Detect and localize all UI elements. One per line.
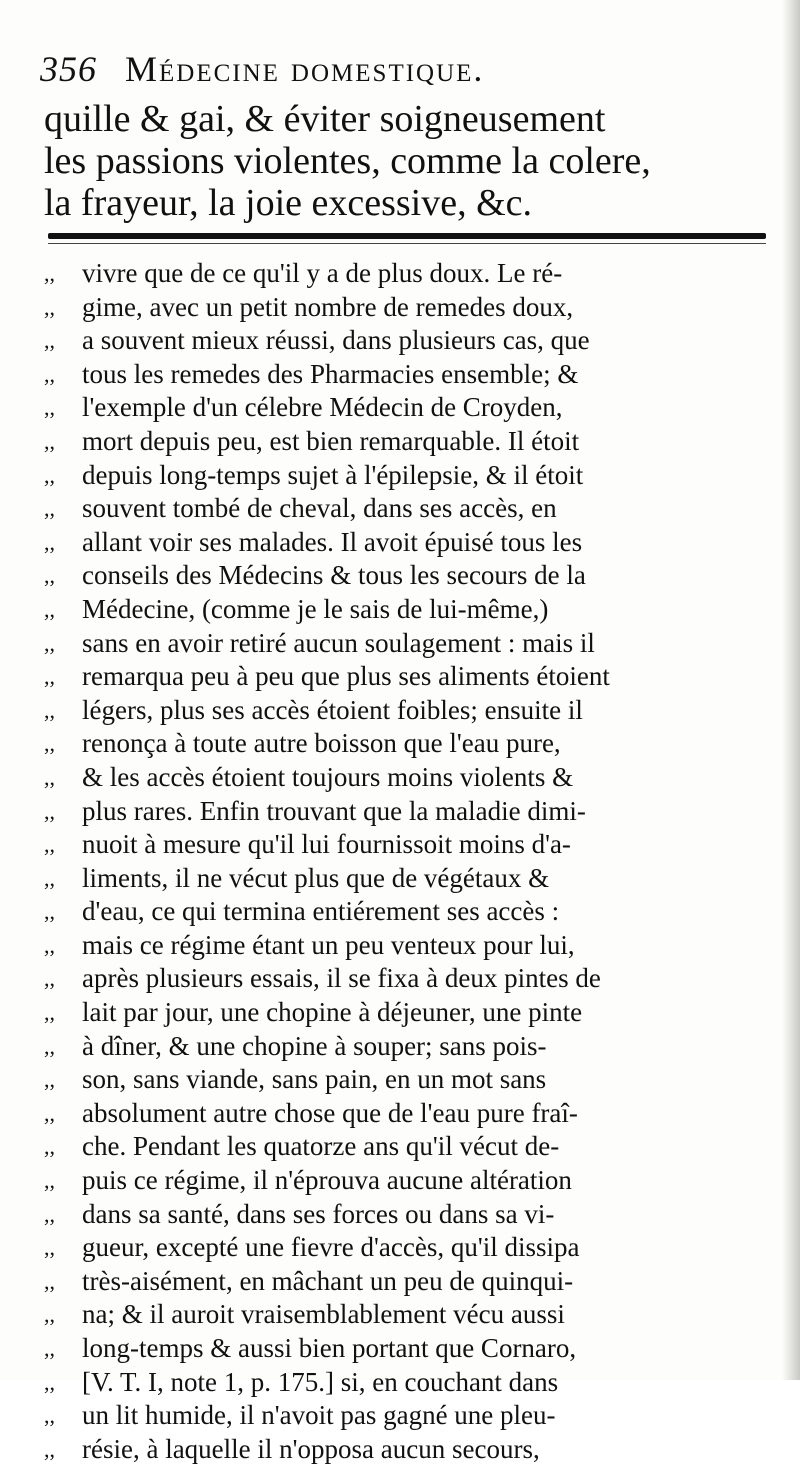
quote-mark: ,, (44, 832, 55, 858)
footnote-divider-rule (48, 233, 766, 239)
line-text: mort depuis peu, est bien remarquable. Il étoit (82, 425, 580, 456)
line-text: lait par jour, une chopine à déjeuner, une pinte (82, 997, 583, 1028)
quoted-text-line (44, 1063, 784, 1097)
quote-mark: ,, (44, 428, 55, 454)
quote-mark: ,, (44, 630, 55, 656)
line-text: mais ce régime étant un peu venteux pour lui, (82, 929, 575, 960)
line-text: vivre que de ce qu'il y a de plus doux. Le ré- (82, 258, 563, 288)
quoted-text-line (44, 895, 784, 929)
quote-mark: ,, (44, 1134, 55, 1160)
quote-mark: ,, (44, 1201, 55, 1227)
quote-mark: ,, (44, 899, 55, 925)
quoted-text-line (44, 1231, 784, 1265)
page-edge-shadow (782, 0, 800, 1380)
quoted-text-line (44, 593, 784, 627)
quote-mark: ,, (44, 361, 55, 387)
quoted-text-line (44, 795, 784, 829)
line-text: depuis long-temps sujet à l'épilepsie, & il étoit (82, 459, 584, 490)
quote-mark: ,, (44, 529, 55, 555)
quoted-text-line (44, 391, 784, 425)
quote-mark: ,, (44, 596, 55, 622)
quote-mark: ,, (44, 764, 55, 790)
quote-mark: ,, (44, 1302, 55, 1328)
line-text: dans sa santé, dans ses forces ou dans sa vi- (82, 1198, 555, 1229)
line-text: na; & il auroit vraisemblablement vécu aussi (82, 1299, 565, 1330)
running-title: Médecine domestique. (125, 49, 485, 89)
text-line: la frayeur, la joie excessive, &c. (44, 182, 533, 224)
quoted-text-line (44, 727, 784, 761)
quoted-text-line (44, 694, 784, 728)
quote-mark: ,, (44, 865, 55, 891)
quote-mark: ,, (44, 261, 55, 286)
quote-mark: ,, (44, 1168, 55, 1194)
quoted-text-line (44, 660, 784, 694)
quoted-footnote-text (44, 257, 784, 1466)
quote-mark: ,, (44, 798, 55, 824)
quoted-text-line (44, 962, 784, 996)
quote-mark: ,, (44, 294, 55, 320)
line-text: che. Pendant les quatorze ans qu'il vécut de- (82, 1131, 560, 1162)
quote-mark: ,, (44, 1100, 55, 1126)
quoted-text-line (44, 526, 784, 560)
line-text: plus rares. Enfin trouvant que la maladie dimi- (82, 795, 586, 826)
continued-paragraph (44, 98, 784, 224)
line-text: très-aisément, en mâchant un peu de quinqui- (82, 1265, 574, 1296)
line-text: conseils des Médecins & tous les secours de la (82, 560, 586, 591)
quote-mark: ,, (44, 664, 55, 690)
quoted-text-line (44, 996, 784, 1030)
quote-mark: ,, (44, 1436, 55, 1462)
quoted-text-line (44, 257, 784, 291)
page-number: 356 (40, 49, 97, 89)
quote-mark: ,, (44, 1369, 55, 1395)
quoted-text-line (44, 358, 784, 392)
quoted-text-line (44, 929, 784, 963)
quote-mark: ,, (44, 1336, 55, 1361)
line-text: son, sans viande, sans pain, en un mot sans (82, 1064, 547, 1095)
quoted-text-line (44, 1097, 784, 1131)
quote-mark: ,, (44, 1067, 55, 1093)
quoted-text-line (44, 1164, 784, 1198)
line-text: long-temps & aussi bien portant que Cornaro, (82, 1333, 577, 1363)
running-header (40, 48, 780, 90)
quote-mark: ,, (44, 496, 55, 522)
line-text: puis ce régime, il n'éprouva aucune altération (82, 1165, 572, 1196)
line-text: à dîner, & une chopine à souper; sans pois- (82, 1030, 547, 1061)
quoted-text-line (44, 828, 784, 862)
quoted-text-line (44, 1399, 784, 1433)
quote-mark: ,, (44, 1000, 55, 1026)
quote-mark: ,, (44, 1268, 55, 1294)
quote-mark: ,, (44, 1033, 55, 1059)
line-text: [V. T. I, note 1, p. 175.] si, en couchant dans (82, 1366, 559, 1397)
footnote-divider-thin-rule (48, 243, 766, 244)
quote-mark: ,, (44, 328, 55, 354)
quote-mark: ,, (44, 697, 55, 723)
line-text: d'eau, ce qui termina entiérement ses accès : (82, 896, 560, 927)
quote-mark: ,, (44, 966, 55, 992)
quoted-text-line (44, 627, 784, 661)
quoted-text-line (44, 1298, 784, 1332)
line-text: & les accès étoient toujours moins violents & (82, 761, 574, 792)
quoted-text-line (44, 459, 784, 493)
quoted-text-line (44, 559, 784, 593)
quoted-text-line (44, 425, 784, 459)
quoted-text-line (44, 1265, 784, 1299)
quoted-text-line (44, 1130, 784, 1164)
line-text: liments, il ne vécut plus que de végétaux & (82, 862, 550, 893)
quoted-text-line (44, 492, 784, 526)
line-text: renonça à toute autre boisson que l'eau pure, (82, 728, 561, 759)
quoted-text-line (44, 761, 784, 795)
line-text: absolument autre chose que de l'eau pure fraî- (82, 1097, 578, 1128)
quoted-text-line (44, 291, 784, 325)
quote-mark: ,, (44, 932, 55, 958)
quoted-text-line (44, 1366, 784, 1400)
line-text: un lit humide, il n'avoit pas gagné une pleu- (82, 1400, 556, 1431)
line-text: résie, à laquelle il n'opposa aucun secours, (82, 1433, 540, 1464)
text-line: les passions violentes, comme la colere, (44, 140, 651, 182)
quoted-text-line (44, 1332, 784, 1366)
line-text: a souvent mieux réussi, dans plusieurs cas, que (82, 325, 590, 356)
quoted-text-line (44, 1433, 784, 1466)
line-text: nuoit à mesure qu'il lui fournissoit moins d'a- (82, 829, 571, 860)
line-text: légers, plus ses accès étoient foibles; ensuite il (82, 694, 583, 725)
line-text: allant voir ses malades. Il avoit épuisé tous les (82, 526, 583, 557)
quote-mark: ,, (44, 395, 55, 421)
line-text: sans en avoir retiré aucun soulagement : mais il (82, 627, 595, 658)
line-text: gueur, excepté une fievre d'accès, qu'il dissipa (82, 1232, 580, 1263)
quoted-text-line (44, 1030, 784, 1064)
line-text: gime, avec un petit nombre de remedes doux, (82, 291, 574, 322)
quoted-text-line (44, 324, 784, 358)
line-text: remarqua peu à peu que plus ses aliments étoient (82, 661, 610, 692)
line-text: l'exemple d'un célebre Médecin de Croyden, (82, 392, 563, 423)
line-text: tous les remedes des Pharmacies ensemble; & (82, 358, 579, 389)
quote-mark: ,, (44, 731, 55, 757)
quoted-text-line (44, 862, 784, 896)
quote-mark: ,, (44, 462, 55, 488)
quoted-text-line (44, 1198, 784, 1232)
line-text: après plusieurs essais, il se fixa à deux pintes de (82, 963, 601, 994)
line-text: souvent tombé de cheval, dans ses accès, en (82, 493, 557, 524)
quote-mark: ,, (44, 563, 55, 589)
line-text: Médecine, (comme je le sais de lui-même,) (82, 593, 549, 624)
text-line: quille & gai, & éviter soigneusement (44, 98, 606, 140)
quote-mark: ,, (44, 1235, 55, 1261)
quote-mark: ,, (44, 1403, 55, 1429)
